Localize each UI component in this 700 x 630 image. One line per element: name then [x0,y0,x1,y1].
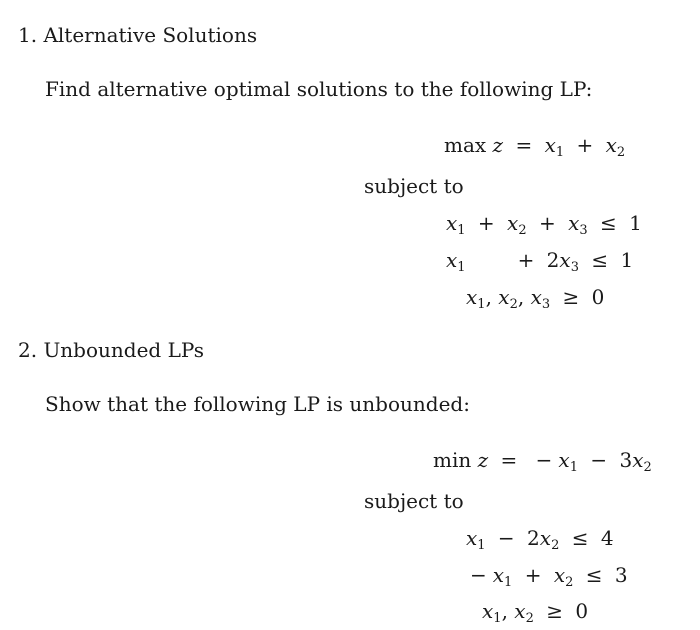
section-2-constraint-1: $x_1 - 2x_2 \le 4$ [466,526,614,553]
section-1-objective: $\max z = x_1 + x_2$ [444,133,626,160]
section-2-constraint-2: − $x_1 + x_2 \le 3$ [470,563,628,590]
section-1-constraint-1: $x_1 + x_2 + x_3 \le 1$ [446,211,642,238]
section-2-subject-to: subject to [364,489,464,513]
section-1-subject-to: subject to [364,174,464,198]
section-1-intro: Find alternative optimal solutions to the following LP: [45,77,593,101]
section-1-heading: 1. Alternative Solutions [18,23,258,47]
section-2-intro: Show that the following LP is unbounded: [45,392,470,416]
section-2-heading: 2. Unbounded LPs [18,338,205,362]
section-2-constraint-3: $x_1$, $x_2 \ge 0$ [482,599,589,626]
section-1-constraint-2: $x_1 + 2x_3 \le 1$ [446,248,634,275]
section-1-constraint-3: $x_1$, $x_2$, $x_3 \ge 0$ [466,285,605,312]
section-2-objective: min z = − $x_1 - 3x_2$ [433,448,652,475]
